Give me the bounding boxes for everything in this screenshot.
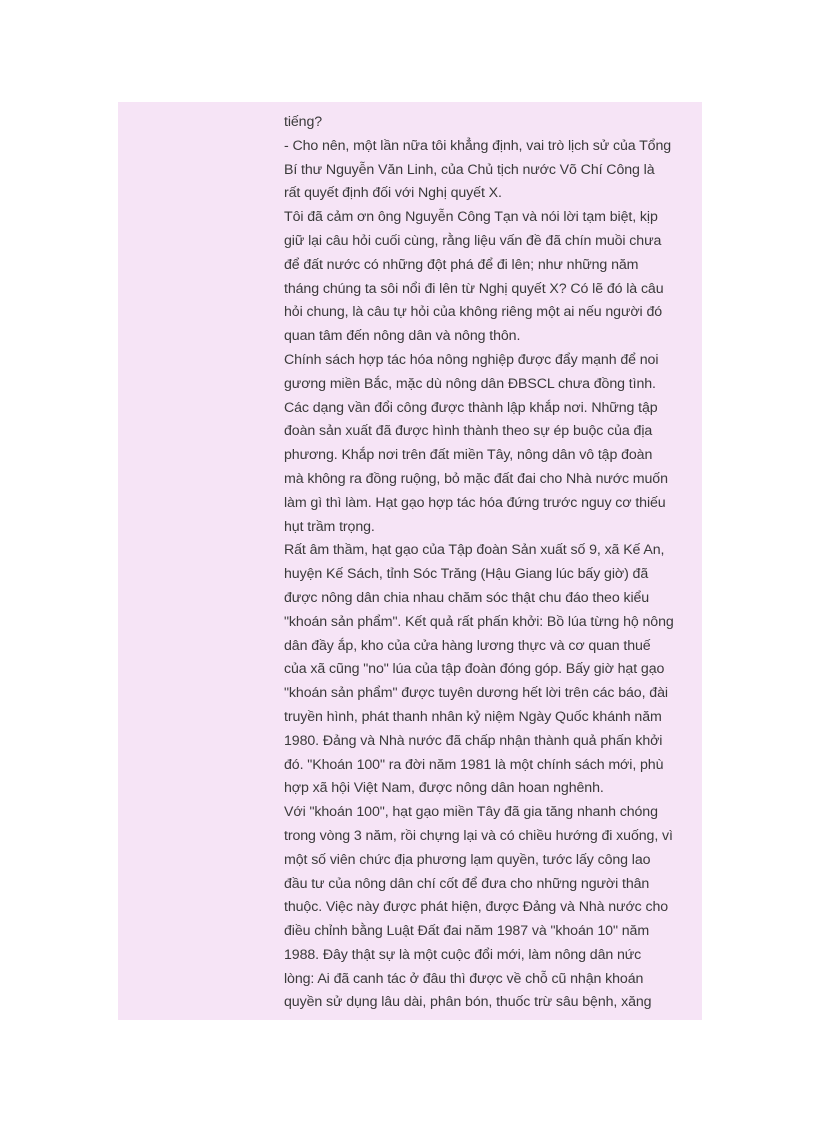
text-line: truyền hình, phát thanh nhân kỷ niệm Ngày Quốc khánh năm <box>284 708 662 725</box>
text-line: "khoán sản phẩm". Kết quả rất phấn khởi: Bồ lúa từng hộ nông <box>284 613 674 630</box>
page-panel <box>118 102 702 1020</box>
text-line: Tôi đã cảm ơn ông Nguyễn Công Tạn và nói lời tạm biệt, kịp <box>284 209 658 226</box>
text-line: một số viên chức địa phương lạm quyền, tước lấy công lao <box>284 851 651 868</box>
text-line: Với "khoán 100", hạt gạo miền Tây đã gia tăng nhanh chóng <box>284 804 658 821</box>
text-line: gương miền Bắc, mặc dù nông dân ĐBSCL chưa đồng tình. <box>284 375 656 392</box>
text-line: điều chỉnh bằng Luật Đất đai năm 1987 và "khoán 10" năm <box>284 923 650 940</box>
text-line: trong vòng 3 năm, rồi chựng lại và có chiều hướng đi xuống, vì <box>284 827 673 844</box>
text-line: 1980. Đảng và Nhà nước đã chấp nhận thành quả phấn khởi <box>284 732 663 749</box>
text-line: phương. Khắp nơi trên đất miền Tây, nông dân vô tập đoàn <box>284 447 653 464</box>
text-line: lòng: Ai đã canh tác ở đâu thì được về chỗ cũ nhận khoán <box>284 970 644 987</box>
text-line: - Cho nên, một lần nữa tôi khẳng định, vai trò lịch sử của Tổng <box>284 137 672 154</box>
text-line: dân đầy ắp, kho của cửa hàng lương thực và cơ quan thuế <box>284 637 651 654</box>
text-line: 1988. Đây thật sự là một cuộc đổi mới, làm nông dân nức <box>284 946 642 963</box>
text-line: đó. "Khoán 100" ra đời năm 1981 là một chính sách mới, phù <box>284 756 664 773</box>
text-line: để đất nước có những đột phá để đi lên; như những năm <box>284 256 639 273</box>
text-line: được nông dân chia nhau chăm sóc thật chu đáo theo kiểu <box>284 589 650 606</box>
text-line: quan tâm đến nông dân và nông thôn. <box>284 328 521 345</box>
text-line: rất quyết định đối với Nghị quyết X. <box>284 185 502 202</box>
text-line: của xã cũng "no" lúa của tập đoàn đóng góp. Bấy giờ hạt gạo <box>284 661 665 678</box>
text-line: tiếng? <box>284 114 323 130</box>
text-line: Chính sách hợp tác hóa nông nghiệp được đẩy mạnh để noi <box>284 351 659 368</box>
article-text <box>284 111 696 1015</box>
text-line: "khoán sản phẩm" được tuyên dương hết lời trên các báo, đài <box>284 685 668 702</box>
text-line: Bí thư Nguyễn Văn Linh, của Chủ tịch nước Võ Chí Công là <box>284 161 655 178</box>
text-line: giữ lại câu hỏi cuối cùng, rằng liệu vấn đề đã chín muồi chưa <box>284 232 662 249</box>
text-line: Rất âm thầm, hạt gạo của Tập đoàn Sản xuất số 9, xã Kế An, <box>284 542 665 559</box>
text-line: đầu tư của nông dân chí cốt để đưa cho những người thân <box>284 875 650 892</box>
text-line: Các dạng vần đổi công được thành lập khắp nơi. Những tập <box>284 399 658 416</box>
text-line: đoàn sản xuất đã được hình thành theo sự ép buộc của địa <box>284 423 653 440</box>
text-line: huyện Kế Sách, tỉnh Sóc Trăng (Hậu Giang lúc bấy giờ) đã <box>284 566 649 583</box>
text-line: mà không ra đồng ruộng, bỏ mặc đất đai cho Nhà nước muốn <box>284 470 668 487</box>
text-line: quyền sử dụng lâu dài, phân bón, thuốc trừ sâu bệnh, xăng <box>284 994 652 1011</box>
text-line: thuộc. Việc này được phát hiện, được Đảng và Nhà nước cho <box>284 899 669 916</box>
text-line: tháng chúng ta sôi nổi đi lên từ Nghị quyết X? Có lẽ đó là câu <box>284 280 664 297</box>
text-line: hỏi chung, là câu tự hỏi của không riêng một ai nếu người đó <box>284 304 663 321</box>
text-line: hợp xã hội Việt Nam, được nông dân hoan nghênh. <box>284 780 604 797</box>
text-line: hụt trầm trọng. <box>284 518 375 535</box>
text-line: làm gì thì làm. Hạt gạo hợp tác hóa đứng trước nguy cơ thiếu <box>284 494 666 511</box>
